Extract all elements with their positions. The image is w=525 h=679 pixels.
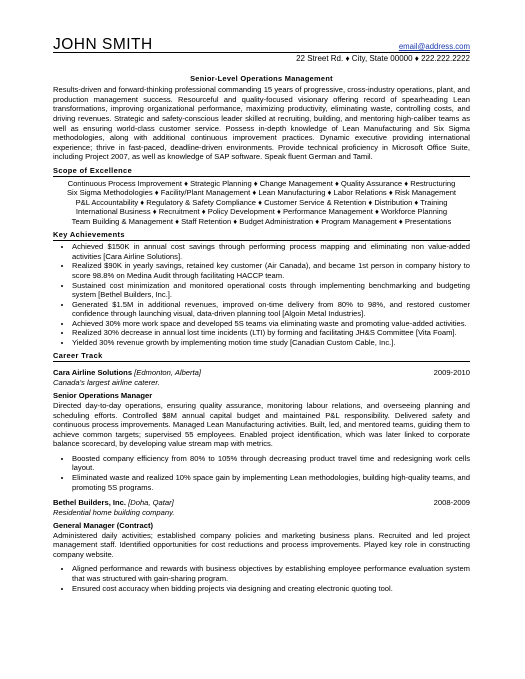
section-heading-scope: Scope of Excellence bbox=[53, 166, 470, 177]
job-entry bbox=[53, 498, 470, 593]
achievement-item: • Sustained cost minimization and monitored operational costs through implementing benchmarking and budgeting system [Bethel Builders, Inc.]. bbox=[72, 281, 470, 300]
job-description: Administered daily activities; established company policies and marketing business plans. Recruited and led project management staff. Identified opportunities for cost reductions and process improvements. Played key role in constructing company website. bbox=[53, 530, 470, 559]
email-link[interactable]: email@address.com bbox=[398, 42, 470, 51]
job-bullets bbox=[53, 564, 470, 593]
job-tagline: Canada's largest airline caterer. bbox=[53, 377, 160, 387]
job-tagline: Residential home building company. bbox=[53, 507, 175, 517]
skills-line: Continuous Process Improvement ♦ Strategic Planning ♦ Change Management ♦ Quality Assurance ♦ Restructuring bbox=[67, 178, 456, 188]
achievement-item: • Realized $90K in yearly savings, retained key customer (Air Canada), and became 1st person in company history to score 98.8% on Medina Audit through facilitating HACCP team. bbox=[72, 261, 470, 280]
job-company: Bethel Builders, Inc. bbox=[53, 498, 127, 508]
candidate-name: JOHN SMITH bbox=[53, 36, 153, 53]
skills-block bbox=[53, 179, 470, 227]
achievement-item: • Achieved 30% more work space and developed 5S teams via eliminating waste and promoting value-added activities. bbox=[72, 319, 470, 329]
job-title: Senior Operations Manager bbox=[53, 391, 153, 401]
job-employer bbox=[53, 498, 174, 508]
resume-header bbox=[53, 38, 470, 52]
job-header bbox=[53, 368, 470, 378]
achievement-item: • Achieved $150K in annual cost savings through performing process mapping and eliminating non value-added activities [Cara Airline Solutions]. bbox=[72, 242, 470, 261]
job-description: Directed day-to-day operations, ensuring quality assurance, monitoring labour relations, and overseeing planning and scheduling efforts. Controlled $8M annual capital budget and maintained P&L responsibility. Delivered safety and continuous process improvements. Managed Lean Manufacturing activities. Built, led, and mentored teams, guiding them to achieve common targets; supervised 55 employees. Enabled project identification, which was later linked to corporate balance scorecard, by developing value stream map with metrics. bbox=[53, 401, 470, 449]
profile-title: Senior-Level Operations Management bbox=[190, 74, 333, 83]
job-header bbox=[53, 498, 470, 508]
job-location: [Doha, Qatar] bbox=[126, 498, 174, 508]
summary-paragraph: Results-driven and forward-thinking professional commanding 15 years of progressive, cross-industry operations, plant, and production management success. Resourceful and quality-focused visionary offering record of spearheading Lean transformations, improving organizational performance, maximizing productivity, eliminating waste, controlling costs, and driving revenues. Strategic and safety-conscious leader skilled at recruiting, building, and mentoring high-caliber teams as well as ensuring world-class customer service. Possess in-depth knowledge of Lean Manufacturing and Six Sigma methodologies, along with additional continuous improvement practices. Dynamic executive providing international experience; thrive in fast-paced, deadline-driven environments. Provide technical proficiency in Microsoft Office Suite, including Project 2007, as well as knowledge of SAP software. Speak fluent German and Tamil. bbox=[53, 85, 470, 162]
skills-line: P&L Accountability ♦ Regulatory & Safety Compliance ♦ Customer Service & Retention ♦ Distribution ♦ Training bbox=[75, 197, 448, 207]
achievements-list bbox=[53, 242, 470, 347]
section-heading-career: Career Track bbox=[53, 351, 470, 362]
skills-line: Team Building & Management ♦ Staff Retention ♦ Budget Administration ♦ Program Management ♦ Presentations bbox=[71, 216, 452, 226]
job-dates: 2008-2009 bbox=[433, 498, 470, 508]
resume-page bbox=[53, 38, 470, 593]
job-bullet: • Boosted company efficiency from 80% to 105% through decreasing product travel time and redesigning work cells layout. bbox=[72, 454, 470, 473]
job-bullet: • Ensured cost accuracy when bidding projects via designing and creating electronic quoting tool. bbox=[72, 584, 470, 594]
job-dates: 2009-2010 bbox=[433, 368, 470, 378]
achievement-item: • Yielded 30% revenue growth by implementing motion time study [Canadian Custom Cable, Inc.]. bbox=[72, 338, 470, 348]
achievement-item: • Generated $1.5M in additional revenues, improved on-time delivery from 80% to 98%, and restored customer confidence through launching visual, data-driven planning tool [Algoin Metal Industries]. bbox=[72, 300, 470, 319]
contact-address: 22 Street Rd. ♦ City, State 00000 ♦ 222.222.2222 bbox=[296, 54, 470, 63]
job-company: Cara Airline Solutions bbox=[53, 368, 133, 378]
skills-line: International Business ♦ Recruitment ♦ Policy Development ♦ Performance Management ♦ Workforce Planning bbox=[75, 207, 448, 217]
job-bullet: • Eliminated waste and realized 10% space gain by implementing Lean methodologies, building high-quality teams, and promoting 5S programs. bbox=[72, 473, 470, 492]
job-title: General Manager (Contract) bbox=[53, 521, 154, 531]
job-bullets bbox=[53, 454, 470, 492]
job-employer bbox=[53, 368, 201, 378]
section-heading-achievements: Key Achievements bbox=[53, 230, 470, 241]
skills-line: Six Sigma Methodologies ♦ Facility/Plant Management ♦ Lean Manufacturing ♦ Labor Relations ♦ Risk Management bbox=[66, 188, 457, 198]
job-entry bbox=[53, 368, 470, 492]
job-location: [Edmonton, Alberta] bbox=[132, 368, 201, 378]
job-bullet: • Aligned performance and rewards with business objectives by establishing employee performance evaluation system that was structured with gain-sharing program. bbox=[72, 564, 470, 583]
achievement-item: • Realized 30% decrease in annual lost time incidents (LTI) by forming and facilitating JH&S Committee [Vita Foam]. bbox=[72, 328, 470, 338]
